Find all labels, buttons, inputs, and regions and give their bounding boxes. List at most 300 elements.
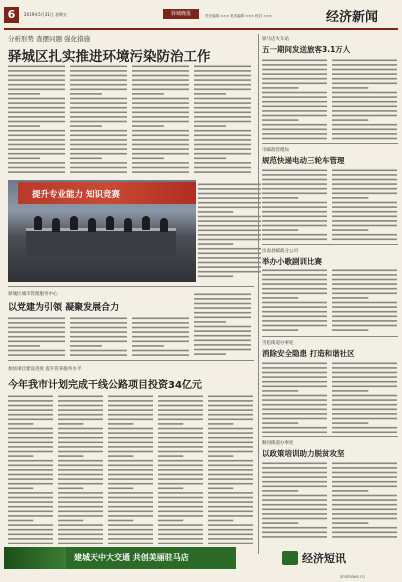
text-lines [262,168,328,242]
text-line [262,133,327,135]
text-line [132,130,189,132]
text-line [132,158,164,160]
text-lines [132,64,190,176]
section-rule [8,286,254,287]
text-line [332,133,397,135]
text-line [70,112,127,114]
text-line [8,331,65,333]
text-line [8,345,40,347]
text-line [262,472,327,474]
text-line [262,239,327,241]
text-line [132,66,189,68]
text-line [58,543,103,544]
text-line [208,432,253,434]
right-kicker-2: 市邮政管理局 [262,148,289,153]
text-line [108,446,153,448]
text-line [158,469,203,471]
text-line [194,70,251,72]
text-line [108,465,153,467]
text-line [262,395,327,397]
text-line [332,206,397,208]
text-line [332,188,397,190]
masthead [0,0,402,26]
text-line [58,432,103,434]
text-line [8,396,53,398]
text-line [8,89,65,91]
text-line [8,341,65,343]
text-line [332,386,397,388]
photo-person [124,218,132,232]
text-line [108,460,153,462]
text-line [262,234,327,236]
text-line [108,515,153,517]
text-line [108,451,153,453]
roads-body-col-3 [108,394,154,544]
text-line [194,153,251,155]
text-line [262,297,298,299]
text-line [8,478,53,480]
text-line [208,534,253,536]
text-line [132,322,189,324]
text-line [8,543,53,544]
text-line [108,534,153,536]
text-line [332,239,397,241]
text-line [208,428,253,430]
text-line [332,481,397,483]
photo-person [52,218,60,232]
text-line [194,135,251,137]
text-line [262,490,298,492]
text-lines [208,394,254,544]
text-line [332,202,397,204]
text-line [332,532,397,534]
text-line [70,327,127,329]
text-line [8,162,65,164]
right-headline-5: 以政策培训助力脱贫攻坚 [262,449,345,458]
text-line [262,320,327,322]
text-lines [132,316,190,356]
text-line [70,153,127,155]
text-line [332,183,397,185]
text-lines [194,292,252,356]
text-line [8,529,53,531]
text-line [108,474,153,476]
text-line [132,135,189,137]
text-line [332,509,397,511]
text-line [332,427,397,429]
text-line [8,70,65,72]
text-line [332,229,368,231]
text-line [262,467,327,469]
text-line [194,125,226,127]
text-line [198,225,261,227]
text-line [332,329,368,331]
text-lines [70,64,128,176]
text-line [132,331,189,333]
text-line [198,211,233,213]
text-line [262,363,327,365]
text-line [132,93,164,95]
text-line [208,520,233,522]
text-line [332,138,397,140]
text-line [8,112,65,114]
text-line [262,288,327,290]
text-line [198,207,261,209]
text-line [158,451,203,453]
text-line [8,327,65,329]
text-line [8,474,53,476]
text-line [208,529,253,531]
text-lines [332,268,398,332]
text-line [8,93,40,95]
text-line [332,274,397,276]
text-line [208,414,253,416]
text-line [70,121,127,123]
text-line [332,311,397,313]
text-line [8,469,53,471]
text-line [132,107,189,109]
text-line [70,158,102,160]
text-line [332,197,368,199]
text-line [58,409,103,411]
text-line [58,524,103,526]
text-line [198,193,261,195]
text-line [70,162,127,164]
text-line [70,84,127,86]
text-line [332,124,397,126]
text-line [58,400,103,402]
text-line [332,463,397,465]
text-line [262,83,327,85]
text-line [262,476,327,478]
text-line [332,325,397,327]
roads-kicker: 加快项目建设进度 提升管养服务水平 [8,367,82,372]
text-line [70,116,127,118]
text-line [70,167,127,169]
section-title: 经济新闻 [326,10,379,25]
text-line [8,442,53,444]
text-line [8,130,65,132]
text-line [208,419,253,421]
text-line [262,225,327,227]
text-line [8,446,53,448]
text-line [8,135,65,137]
text-line [194,121,251,123]
text-line [262,87,298,89]
text-line [70,336,127,338]
text-line [132,70,189,72]
text-line [198,230,261,232]
right-kicker-1: 驿马店火车站 [262,37,289,42]
text-line [262,463,327,465]
text-line [70,70,127,72]
text-line [70,102,127,104]
text-line [332,536,397,538]
text-line [8,428,53,430]
text-line [208,455,233,457]
text-line [198,248,261,250]
text-line [8,520,33,522]
text-line [262,522,298,524]
text-line [332,302,397,304]
text-line [70,144,127,146]
ad-banner [4,547,236,569]
text-line [332,73,397,75]
masthead-rule [4,28,398,30]
text-line [262,279,327,281]
text-line [332,115,397,117]
text-line [332,279,397,281]
text-line [198,276,233,278]
right-body-3b [332,268,398,332]
text-line [108,414,153,416]
text-line [262,129,327,131]
text-line [108,538,153,540]
text-line [262,211,327,213]
grid-body-col-3 [132,316,190,356]
text-lines [194,64,252,176]
text-line [158,506,203,508]
text-line [8,116,65,118]
photo-person [70,216,78,230]
text-line [132,327,189,329]
text-lines [70,316,128,356]
news-photo [8,180,196,282]
text-line [332,174,397,176]
text-line [262,193,327,195]
text-line [198,253,261,255]
text-line [332,297,368,299]
text-line [132,162,189,164]
right-body-5b [332,461,398,541]
text-line [262,495,327,497]
text-line [58,423,83,425]
grid-body-col-2 [70,316,128,356]
text-line [8,125,40,127]
text-line [194,335,251,337]
text-line [70,341,127,343]
text-line [194,330,251,332]
text-line [8,75,65,77]
text-line [194,326,251,328]
text-line [208,488,233,490]
text-line [332,320,397,322]
text-line [194,66,251,68]
text-line [262,518,327,520]
text-line [262,399,327,401]
text-line [8,524,53,526]
text-line [8,153,65,155]
text-line [158,414,203,416]
text-line [58,538,103,540]
text-line [58,451,103,453]
text-line [194,349,251,351]
text-line [58,446,103,448]
text-line [158,400,203,402]
text-line [208,478,253,480]
text-line [132,354,189,356]
lead-body-col-4 [194,64,252,176]
text-line [194,158,226,160]
text-line [262,92,327,94]
text-line [158,511,203,513]
text-line [332,270,397,272]
text-lines [332,461,398,541]
roads-body-col-4 [158,394,204,544]
text-line [208,442,253,444]
roads-body-col-5 [208,394,254,544]
text-line [262,302,327,304]
text-line [8,350,65,352]
text-line [108,437,153,439]
text-line [262,229,298,231]
text-line [262,536,327,538]
text-line [194,171,251,173]
right-headline-2: 规范快递电动三轮车管理 [262,156,345,165]
text-line [194,139,251,141]
text-line [208,460,253,462]
text-line [262,306,327,308]
text-line [58,529,103,531]
text-line [332,472,397,474]
text-line [70,345,102,347]
lead-body-col-1 [8,64,66,176]
text-lines [262,461,328,541]
text-line [194,102,251,104]
right-body-2a [262,168,328,242]
text-line [262,183,327,185]
text-lines [158,394,204,544]
text-line [58,465,103,467]
text-line [108,501,153,503]
text-line [158,409,203,411]
text-line [158,465,203,467]
text-line [158,460,203,462]
text-line [8,107,65,109]
text-line [8,483,53,485]
text-line [332,432,397,434]
text-line [208,483,253,485]
right-body-3a [262,268,328,332]
right-body-5a [262,461,328,541]
text-line [208,501,253,503]
text-line [262,432,327,434]
text-line [70,354,127,356]
right-headline-4: 消除安全隐患 打造和谐社区 [262,349,355,358]
text-line [332,170,397,172]
text-line [194,79,251,81]
text-line [58,428,103,430]
text-line [208,465,253,467]
text-line [262,188,327,190]
text-line [208,423,233,425]
text-line [198,220,261,222]
text-line [194,130,251,132]
text-line [332,64,397,66]
text-line [262,174,327,176]
text-line [332,60,397,62]
text-line [208,469,253,471]
text-line [262,216,327,218]
text-line [158,442,203,444]
text-line [262,413,327,415]
text-line [262,96,327,98]
text-lines [332,58,398,140]
text-line [262,329,298,331]
text-line [332,288,397,290]
text-line [8,538,53,540]
text-line [8,102,65,104]
brief-title: 经济短讯 [302,552,346,565]
text-line [158,432,203,434]
text-line [158,405,203,407]
text-line [158,419,203,421]
text-line [208,437,253,439]
text-line [132,102,189,104]
text-line [262,220,327,222]
text-line [132,84,189,86]
text-line [58,478,103,480]
text-line [58,497,103,499]
text-line [332,106,397,108]
text-line [8,322,65,324]
text-line [332,69,397,71]
text-line [158,488,183,490]
text-line [108,428,153,430]
text-line [198,234,261,236]
text-line [194,353,226,355]
text-line [208,451,253,453]
text-line [332,293,397,295]
text-line [158,497,203,499]
text-line [132,336,189,338]
text-line [58,501,103,503]
text-line [132,116,189,118]
text-line [332,418,397,420]
lead-headline: 驿城区扎实推进环境污染防治工作 [8,49,211,65]
text-line [194,167,251,169]
text-line [194,307,251,309]
text-line [58,492,103,494]
text-line [262,138,327,140]
text-line [108,492,153,494]
text-line [8,409,53,411]
text-line [70,139,127,141]
text-line [208,446,253,448]
text-line [132,144,189,146]
text-line [132,89,189,91]
right-headline-1: 五一期间发送旅客3.1万人 [262,45,351,54]
text-line [208,474,253,476]
text-line [8,515,53,517]
text-line [332,390,368,392]
text-line [58,511,103,513]
text-line [8,414,53,416]
text-line [332,499,397,501]
text-line [194,298,251,300]
text-line [132,153,189,155]
text-line [262,372,327,374]
text-line [132,125,164,127]
text-line [262,73,327,75]
text-line [132,79,189,81]
text-line [58,419,103,421]
section-rule [262,244,398,245]
date-line: 2019年5月31日 星期五 [24,12,68,17]
text-line [262,325,327,327]
text-line [108,483,153,485]
lead-body-col-2 [70,64,128,176]
